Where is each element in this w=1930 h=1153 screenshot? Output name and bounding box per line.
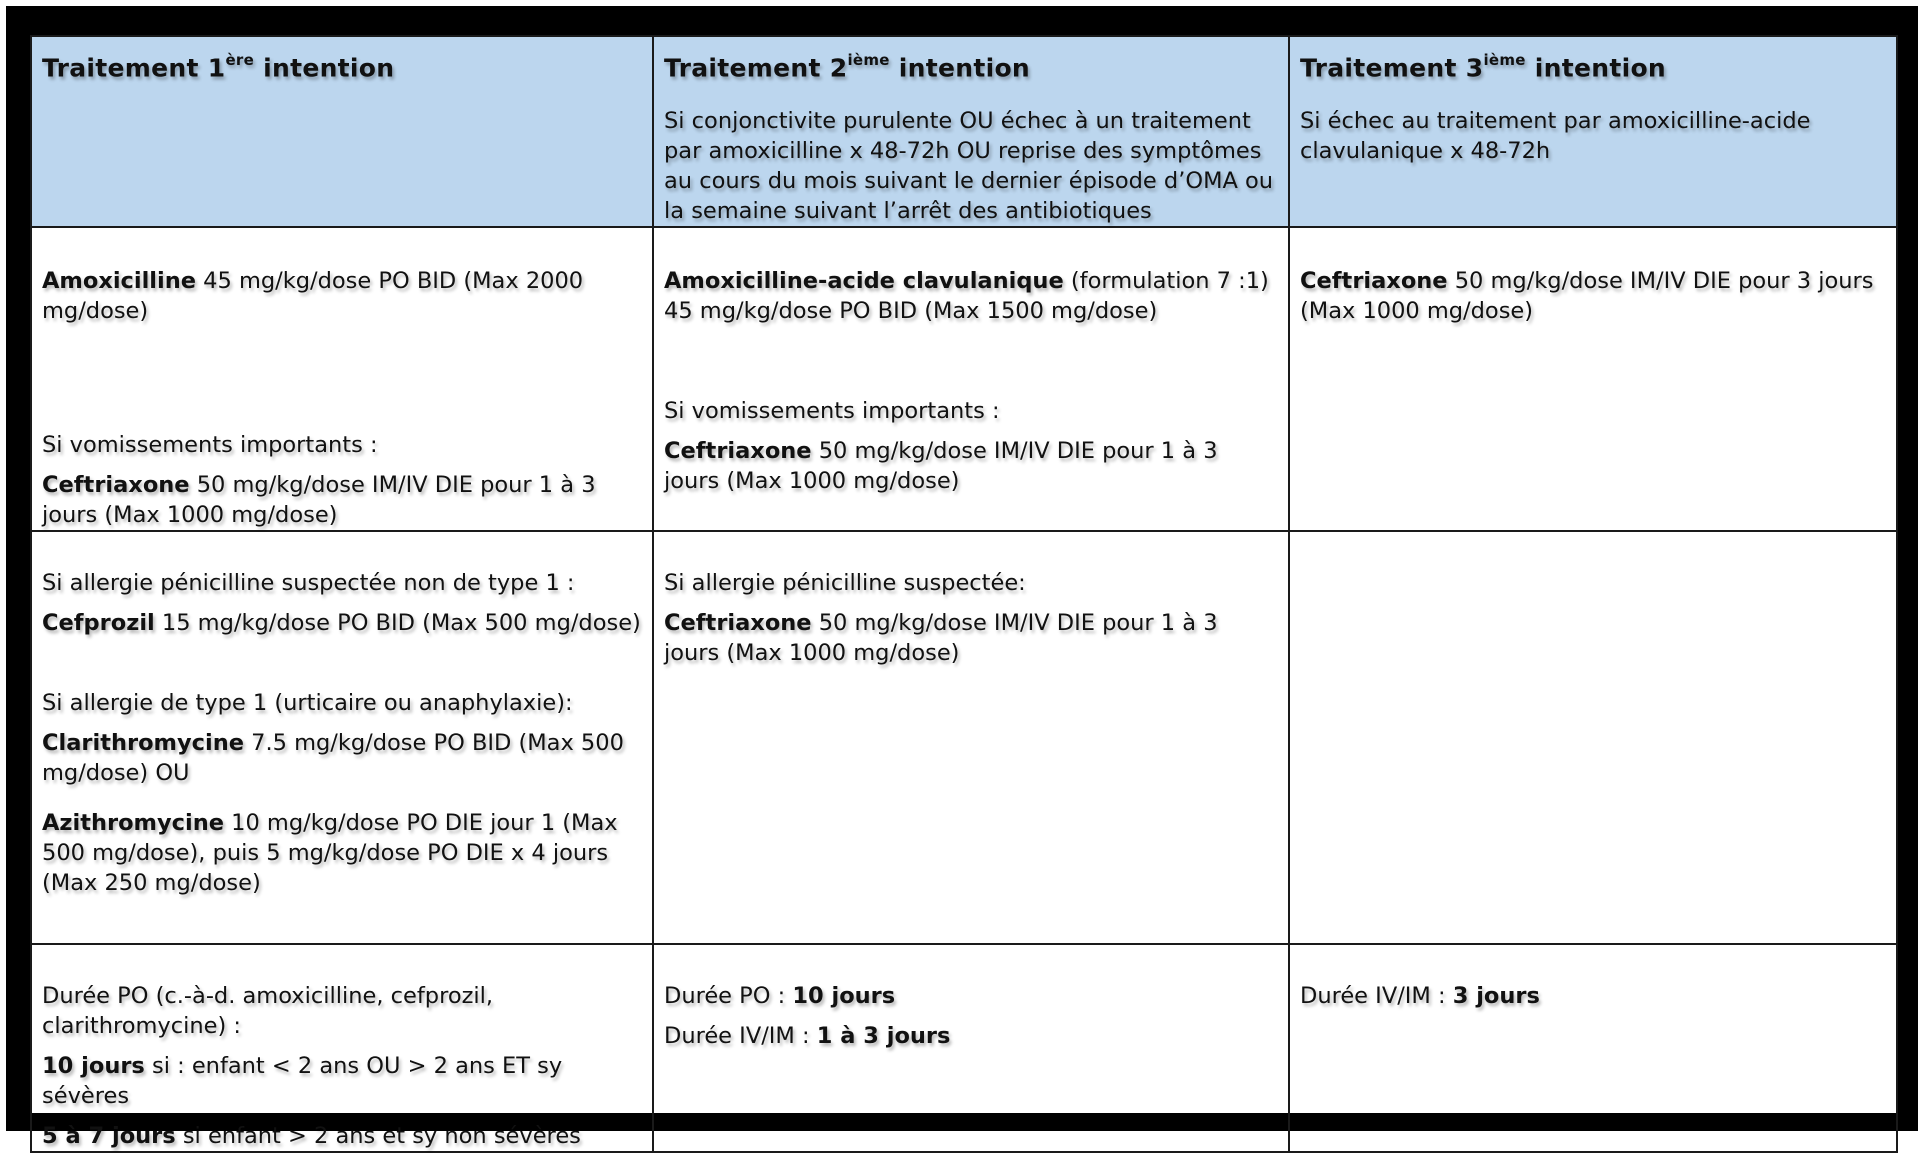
column-title-3: Traitement 3ième intention [1300, 51, 1667, 83]
cell-r2-c3 [1289, 531, 1897, 944]
column-title-1: Traitement 1ère intention [42, 51, 395, 83]
vomiting-label: Si vomissements importants : [664, 398, 1000, 425]
cell-r1-c3 [1289, 227, 1897, 531]
column-title-2: Traitement 2ième intention [664, 51, 1031, 83]
drug-text: Ceftriaxone 50 mg/kg/dose IM/IV DIE pour 1 à 3 jours (Max 1000 mg/dose) [664, 438, 1218, 495]
cell-r2-c2 [653, 531, 1289, 944]
table-frame [6, 6, 1918, 1150]
first-line-row [31, 227, 1897, 531]
drug-dose: 45 mg/kg/dose PO BID (Max 1500 mg/dose) [664, 298, 1158, 325]
allergy-label: Si allergie pénicilline suspectée: [664, 570, 1026, 597]
drug-text: Ceftriaxone 50 mg/kg/dose IM/IV DIE pour 3 jours (Max 1000 mg/dose) [1300, 268, 1874, 325]
drug-text: Azithromycine 10 mg/kg/dose PO DIE jour 1 (Max 500 mg/dose), puis 5 mg/kg/dose PO DIE x 4 jours (Max 250 mg/dose) [42, 810, 618, 897]
drug-text: Amoxicilline-acide clavulanique (formulation 7 :1) [664, 268, 1269, 295]
cell-r3-c3 [1289, 944, 1897, 1152]
header-row [31, 36, 1897, 227]
drug-text: Ceftriaxone 50 mg/kg/dose IM/IV DIE pour 1 à 3 jours (Max 1000 mg/dose) [664, 610, 1218, 667]
allergy-row [31, 531, 1897, 944]
table-container [30, 35, 1896, 1150]
drug-text: Ceftriaxone 50 mg/kg/dose IM/IV DIE pour 1 à 3 jours (Max 1000 mg/dose) [42, 472, 596, 529]
cell-r1-c2 [653, 227, 1289, 531]
header-cell-3 [1289, 36, 1897, 227]
duration-text: Durée PO : 10 jours [664, 983, 896, 1010]
duration-text: Durée IV/IM : 1 à 3 jours [664, 1023, 951, 1050]
drug-text: Amoxicilline 45 mg/kg/dose PO BID (Max 2000 mg/dose) [42, 268, 584, 325]
allergy-label: Si allergie pénicilline suspectée non de type 1 : [42, 570, 575, 597]
duration-text: 10 jours si : enfant < 2 ans OU > 2 ans ET sy sévères [42, 1053, 563, 1110]
cell-r2-c1 [31, 531, 653, 944]
duration-label: Durée PO (c.-à-d. amoxicilline, cefprozil, clarithromycine) : [42, 983, 494, 1040]
header-cell-2 [653, 36, 1289, 227]
cell-r1-c1 [31, 227, 653, 531]
duration-row [31, 944, 1897, 1152]
allergy-label: Si allergie de type 1 (urticaire ou anaphylaxie): [42, 690, 573, 717]
treatment-table [30, 35, 1898, 1153]
column-condition-3: Si échec au traitement par amoxicilline-acide clavulanique x 48-72h [1300, 108, 1811, 165]
vomiting-label: Si vomissements importants : [42, 432, 378, 459]
cell-r3-c2 [653, 944, 1289, 1152]
duration-text: Durée IV/IM : 3 jours [1300, 983, 1540, 1010]
header-cell-1 [31, 36, 653, 227]
duration-text: 5 à 7 jours si enfant > 2 ans et sy non sévères [42, 1123, 581, 1150]
drug-text: Cefprozil 15 mg/kg/dose PO BID (Max 500 mg/dose) [42, 610, 641, 637]
cell-r3-c1 [31, 944, 653, 1152]
column-condition-2: Si conjonctivite purulente OU échec à un traitement par amoxicilline x 48-72h OU reprise des symptômes au cours du mois suivant le dernier épisode d’OMA ou la semaine suivant l’arrêt des antibiotiques [664, 108, 1274, 225]
drug-text: Clarithromycine 7.5 mg/kg/dose PO BID (Max 500 mg/dose) OU [42, 730, 624, 787]
